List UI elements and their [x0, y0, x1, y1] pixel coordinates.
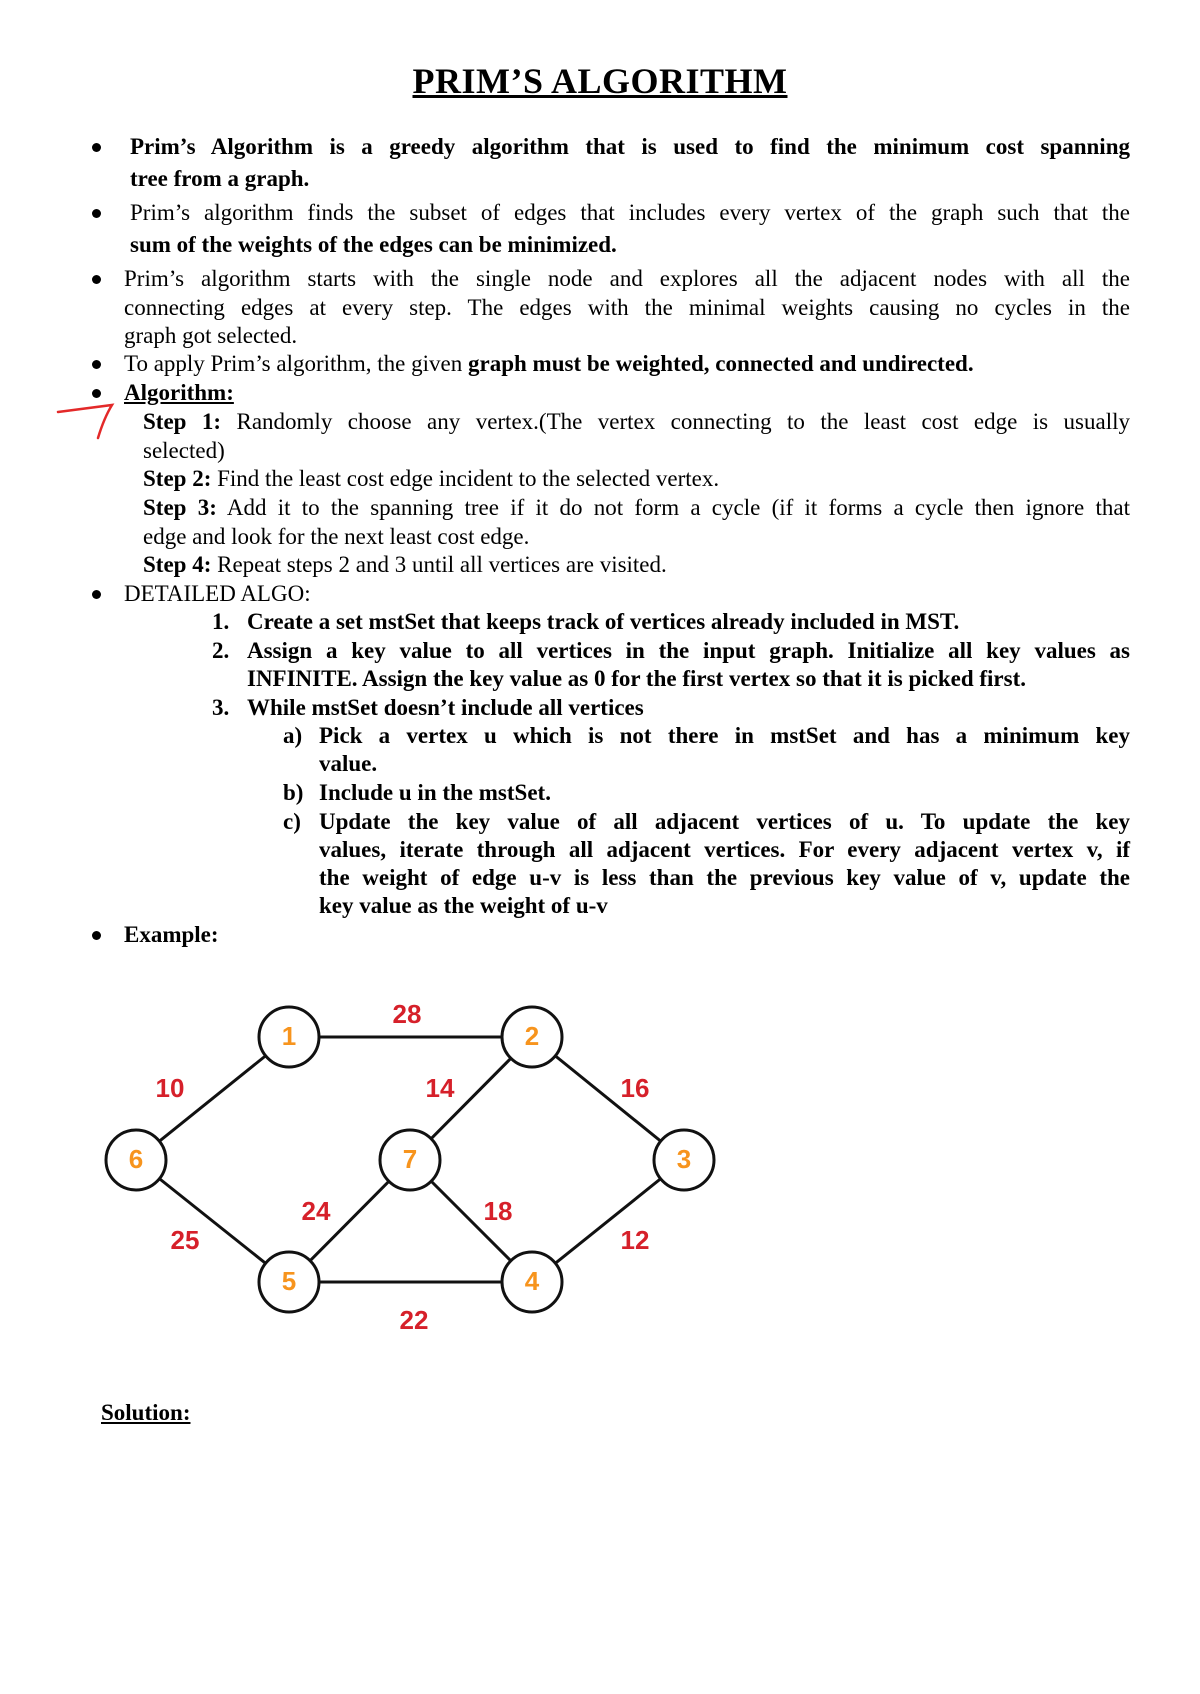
node-label: 3 — [676, 1143, 692, 1174]
detailed-item-c-line-3: the weight of edge u-v is less than the previous key value of v, update the — [319, 865, 1130, 890]
detailed-algo-heading: DETAILED ALGO: — [124, 581, 311, 606]
bullet-1-line-1: Prim’s Algorithm is a greedy algorithm that is used to find the minimum cost spanning — [130, 134, 1130, 159]
item-letter: c) — [283, 809, 301, 834]
step-3-text: Add it to the spanning tree if it do not form a cycle (if it forms a cycle then ignore that — [226, 495, 1130, 520]
node-label: 7 — [402, 1143, 418, 1174]
edge-weight-label: 10 — [155, 1072, 185, 1103]
detailed-item-2-line-1: Assign a key value to all vertices in the input graph. Initialize all key values as — [247, 638, 1130, 663]
detailed-item-1: Create a set mstSet that keeps track of vertices already included in MST. — [247, 609, 960, 634]
detailed-item-2-line-2: INFINITE. Assign the key value as 0 for the first vertex so that it is picked first. — [247, 666, 1026, 691]
item-number: 2. — [212, 638, 230, 663]
detailed-item-c-line-1: Update the key value of all adjacent vertices of u. To update the key — [319, 809, 1130, 834]
node-label: 6 — [128, 1143, 144, 1174]
edge-weight-label: 25 — [170, 1224, 200, 1255]
item-number: 3. — [212, 695, 230, 720]
bullet-3-line-2: connecting edges at every step. The edges with the minimal weights causing no cycles in the — [124, 295, 1130, 320]
item-number: 1. — [212, 609, 230, 634]
example-heading: Example: — [124, 922, 219, 947]
step-4-text: Repeat steps 2 and 3 until all vertices are visited. — [217, 552, 667, 577]
edge-weight-label: 16 — [620, 1072, 650, 1103]
step-4-label: Step 4: — [143, 552, 212, 577]
step-3-line-2: edge and look for the next least cost edge. — [143, 524, 530, 549]
algorithm-heading: Algorithm: — [124, 380, 234, 405]
graph-node-1 — [259, 1007, 319, 1067]
graph-node-4 — [502, 1252, 562, 1312]
edge-weight-label: 14 — [425, 1072, 455, 1103]
node-label: 1 — [281, 1020, 297, 1051]
graph-node-3 — [654, 1130, 714, 1190]
graph-node-7 — [380, 1130, 440, 1190]
bullet-3-line-1: Prim’s algorithm starts with the single node and explores all the adjacent nodes with all the — [124, 266, 1130, 291]
graph-node-5 — [259, 1252, 319, 1312]
item-letter: b) — [283, 780, 304, 805]
step-3-label: Step 3: — [143, 495, 217, 520]
edge-weight-label: 28 — [392, 998, 422, 1029]
page-title: PRIM’S ALGORITHM — [412, 61, 788, 101]
node-label: 2 — [524, 1020, 540, 1051]
bullet-2-line-2: sum of the weights of the edges can be minimized. — [130, 232, 617, 257]
step-2-label: Step 2: — [143, 466, 212, 491]
node-label: 5 — [281, 1265, 297, 1296]
item-letter: a) — [283, 723, 303, 748]
step-1-line-2: selected) — [143, 438, 225, 463]
detailed-item-a-line-2: value. — [319, 751, 378, 776]
edge-weight-label: 18 — [483, 1195, 513, 1226]
bullet-4-bold: graph must be weighted, connected and undirected. — [468, 351, 974, 376]
nodes-layer — [106, 1007, 714, 1312]
detailed-item-a-line-1: Pick a vertex u which is not there in mstSet and has a minimum key — [319, 723, 1130, 748]
edge-weight-label: 22 — [399, 1304, 429, 1335]
detailed-item-c-line-2: values, iterate through all adjacent vertices. For every adjacent vertex v, if — [319, 837, 1130, 862]
step-1-text: Randomly choose any vertex.(The vertex connecting to the least cost edge is usually — [236, 409, 1130, 434]
bullet-4-prefix: To apply Prim’s algorithm, the given — [124, 351, 468, 376]
edge-weight-label: 12 — [620, 1224, 650, 1255]
step-1-label: Step 1: — [143, 409, 222, 434]
edge-weight-label: 24 — [301, 1195, 331, 1226]
graph-node-2 — [502, 1007, 562, 1067]
graph-node-6 — [106, 1130, 166, 1190]
detailed-item-c-line-4: key value as the weight of u-v — [319, 893, 608, 918]
detailed-item-3: While mstSet doesn’t include all vertices — [247, 695, 644, 720]
detailed-item-b: Include u in the mstSet. — [319, 780, 551, 805]
node-label: 4 — [524, 1265, 540, 1296]
bullet-1-line-2: tree from a graph. — [130, 166, 310, 191]
step-2-text: Find the least cost edge incident to the selected vertex. — [217, 466, 720, 491]
bullet-3-line-3: graph got selected. — [124, 323, 298, 348]
solution-heading: Solution: — [101, 1400, 191, 1425]
bullet-2-line-1: Prim’s algorithm finds the subset of edges that includes every vertex of the graph such that the — [130, 200, 1130, 225]
